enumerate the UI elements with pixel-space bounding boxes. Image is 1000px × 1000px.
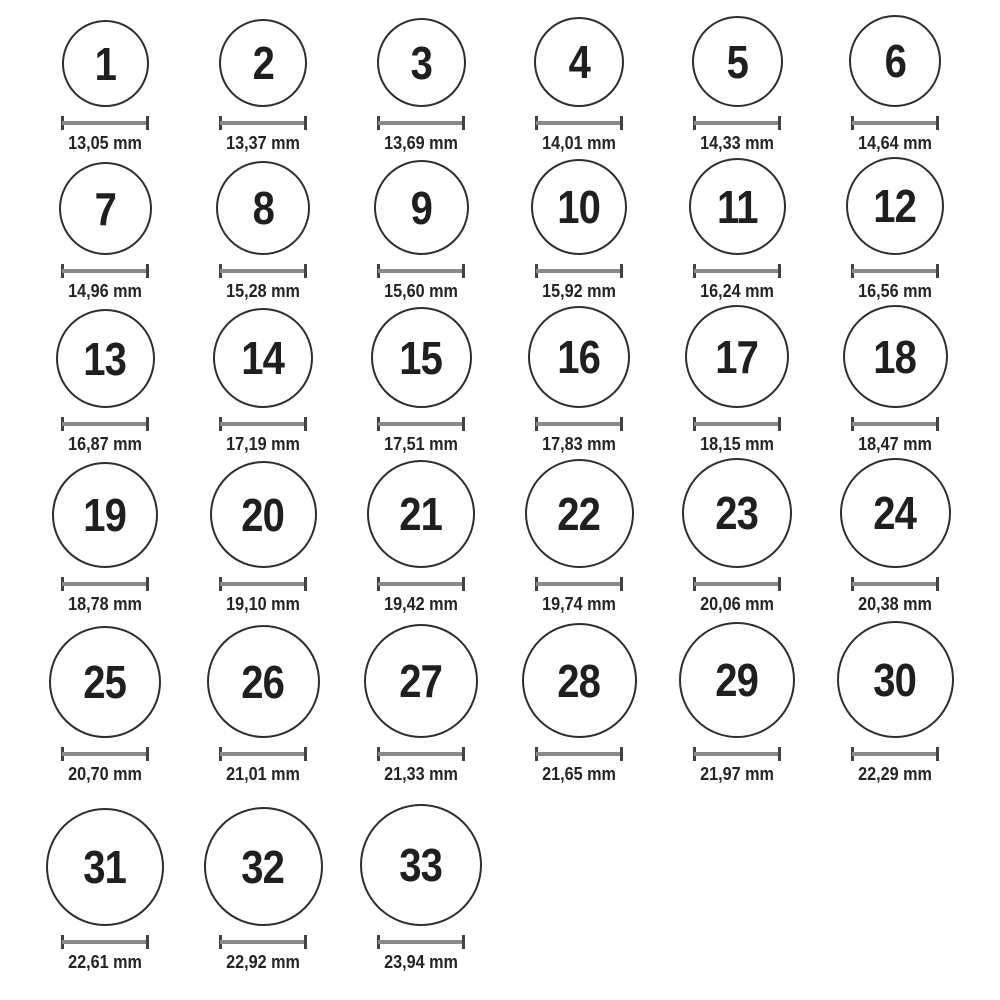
diameter-label: 15,28 mm	[226, 281, 300, 301]
diameter-measure-bar	[61, 264, 149, 278]
measure-right-tick	[778, 264, 781, 278]
measure-right-tick	[936, 264, 939, 278]
measure-right-tick	[620, 417, 623, 431]
size-circle	[679, 622, 795, 738]
diameter-measure-bar	[535, 417, 623, 431]
size-number: 7	[94, 182, 116, 235]
diameter-label: 14,64 mm	[858, 133, 932, 153]
diameter-measure-bar	[693, 747, 781, 761]
diameter-measure-bar	[377, 116, 465, 130]
ring-size-item	[26, 618, 184, 788]
measure-right-tick	[146, 264, 149, 278]
size-circle	[371, 307, 472, 408]
diameter-label: 20,06 mm	[700, 594, 774, 614]
diameter-measure-bar	[693, 116, 781, 130]
ring-size-item	[26, 788, 184, 976]
diameter-measure-bar	[61, 577, 149, 591]
ring-size-item	[342, 788, 500, 976]
size-number: 11	[716, 180, 758, 233]
measure-line	[378, 422, 464, 426]
measure-right-tick	[146, 577, 149, 591]
diameter-label: 15,60 mm	[384, 281, 458, 301]
measure-right-tick	[146, 747, 149, 761]
ring-size-item	[500, 0, 658, 157]
measure-line	[220, 752, 306, 756]
size-circle	[207, 625, 320, 738]
size-number: 6	[884, 35, 906, 87]
size-number: 19	[83, 489, 127, 541]
diameter-label: 21,65 mm	[542, 764, 616, 784]
diameter-measure-bar	[851, 417, 939, 431]
diameter-label: 13,69 mm	[384, 133, 458, 153]
ring-size-item	[816, 618, 974, 788]
size-number: 27	[399, 655, 443, 707]
ring-size-item	[658, 157, 816, 305]
measure-right-tick	[462, 116, 465, 130]
diameter-measure-bar	[377, 747, 465, 761]
ring-size-item	[342, 618, 500, 788]
size-circle	[46, 808, 164, 926]
size-circle	[689, 158, 786, 255]
measure-line	[378, 121, 464, 125]
measure-line	[62, 582, 148, 586]
diameter-label: 13,05 mm	[68, 133, 142, 153]
measure-right-tick	[304, 264, 307, 278]
measure-right-tick	[620, 264, 623, 278]
size-number: 23	[715, 487, 759, 539]
diameter-label: 20,70 mm	[68, 764, 142, 784]
measure-right-tick	[304, 935, 307, 949]
diameter-measure-bar	[535, 116, 623, 130]
measure-line	[536, 752, 622, 756]
size-number: 16	[557, 331, 601, 383]
ring-size-item	[658, 458, 816, 618]
measure-line	[62, 422, 148, 426]
measure-right-tick	[304, 417, 307, 431]
ring-size-item	[184, 458, 342, 618]
ring-size-item	[342, 157, 500, 305]
size-circle	[213, 308, 313, 408]
size-circle	[525, 459, 634, 568]
measure-line	[62, 121, 148, 125]
size-number: 3	[410, 36, 432, 89]
size-circle	[843, 305, 948, 408]
size-circle	[534, 17, 624, 107]
diameter-measure-bar	[535, 747, 623, 761]
diameter-measure-bar	[61, 116, 149, 130]
size-circle	[374, 160, 469, 255]
size-number: 2	[252, 37, 274, 89]
diameter-label: 18,78 mm	[68, 594, 142, 614]
diameter-measure-bar	[61, 935, 149, 949]
measure-right-tick	[936, 417, 939, 431]
diameter-label: 18,15 mm	[700, 434, 774, 454]
diameter-label: 13,37 mm	[226, 133, 300, 153]
measure-right-tick	[146, 417, 149, 431]
size-circle	[837, 621, 954, 738]
diameter-measure-bar	[851, 577, 939, 591]
measure-right-tick	[620, 577, 623, 591]
measure-right-tick	[462, 747, 465, 761]
size-circle	[692, 16, 783, 107]
diameter-measure-bar	[219, 935, 307, 949]
size-circle	[682, 458, 792, 568]
measure-line	[536, 269, 622, 273]
size-circle	[49, 626, 161, 738]
measure-right-tick	[936, 116, 939, 130]
diameter-measure-bar	[377, 577, 465, 591]
diameter-label: 21,97 mm	[700, 764, 774, 784]
ring-size-item	[26, 305, 184, 458]
diameter-label: 23,94 mm	[384, 952, 458, 972]
ring-size-item	[816, 157, 974, 305]
diameter-label: 17,19 mm	[226, 434, 300, 454]
size-circle	[210, 461, 317, 568]
diameter-label: 16,56 mm	[858, 281, 932, 301]
measure-line	[220, 940, 306, 944]
measure-right-tick	[620, 747, 623, 761]
ring-size-item	[658, 305, 816, 458]
diameter-measure-bar	[851, 264, 939, 278]
diameter-measure-bar	[219, 747, 307, 761]
ring-size-item	[658, 618, 816, 788]
ring-size-item	[658, 0, 816, 157]
size-circle	[531, 159, 627, 255]
size-circle	[849, 15, 941, 107]
measure-line	[378, 752, 464, 756]
ring-size-item	[816, 0, 974, 157]
diameter-measure-bar	[219, 577, 307, 591]
diameter-label: 14,96 mm	[68, 281, 142, 301]
diameter-label: 14,01 mm	[542, 133, 616, 153]
diameter-measure-bar	[693, 577, 781, 591]
measure-line	[220, 269, 306, 273]
measure-line	[220, 422, 306, 426]
size-number: 1	[94, 37, 116, 90]
size-number: 5	[726, 35, 748, 88]
size-circle	[685, 305, 789, 408]
measure-line	[220, 582, 306, 586]
ring-size-item	[26, 458, 184, 618]
size-circle	[528, 306, 630, 408]
size-number: 14	[241, 332, 285, 384]
size-circle	[360, 804, 482, 926]
size-circle	[364, 624, 478, 738]
size-number: 15	[399, 331, 443, 384]
diameter-label: 17,83 mm	[542, 434, 616, 454]
diameter-measure-bar	[535, 264, 623, 278]
ring-size-item	[26, 157, 184, 305]
ring-size-item	[184, 305, 342, 458]
measure-line	[852, 121, 938, 125]
measure-line	[852, 582, 938, 586]
ring-size-item	[26, 0, 184, 157]
diameter-label: 19,10 mm	[226, 594, 300, 614]
ring-size-item	[816, 458, 974, 618]
diameter-label: 22,29 mm	[858, 764, 932, 784]
measure-line	[378, 269, 464, 273]
diameter-measure-bar	[693, 264, 781, 278]
measure-right-tick	[146, 935, 149, 949]
measure-line	[62, 269, 148, 273]
diameter-label: 22,61 mm	[68, 952, 142, 972]
diameter-measure-bar	[377, 935, 465, 949]
size-circle	[59, 162, 152, 255]
measure-line	[536, 121, 622, 125]
size-number: 26	[241, 655, 285, 708]
diameter-measure-bar	[61, 747, 149, 761]
size-circle	[377, 18, 466, 107]
measure-right-tick	[778, 417, 781, 431]
measure-line	[852, 422, 938, 426]
ring-size-item	[342, 458, 500, 618]
measure-right-tick	[304, 116, 307, 130]
measure-line	[536, 582, 622, 586]
diameter-label: 22,92 mm	[226, 952, 300, 972]
measure-line	[694, 121, 780, 125]
diameter-label: 19,42 mm	[384, 594, 458, 614]
diameter-label: 17,51 mm	[384, 434, 458, 454]
size-circle	[62, 20, 149, 107]
ring-size-item	[816, 305, 974, 458]
ring-size-item	[184, 618, 342, 788]
diameter-label: 16,24 mm	[700, 281, 774, 301]
size-number: 21	[399, 488, 443, 540]
ring-size-item	[500, 458, 658, 618]
size-circle	[52, 462, 158, 568]
diameter-measure-bar	[851, 747, 939, 761]
measure-line	[378, 582, 464, 586]
measure-line	[852, 752, 938, 756]
size-number: 10	[557, 181, 601, 233]
size-number: 8	[252, 182, 274, 234]
size-number: 9	[410, 181, 432, 234]
diameter-measure-bar	[219, 417, 307, 431]
measure-line	[694, 422, 780, 426]
measure-line	[62, 940, 148, 944]
measure-right-tick	[462, 935, 465, 949]
measure-line	[62, 752, 148, 756]
diameter-label: 16,87 mm	[68, 434, 142, 454]
measure-line	[694, 269, 780, 273]
measure-line	[694, 752, 780, 756]
ring-size-item	[342, 0, 500, 157]
measure-line	[852, 269, 938, 273]
measure-right-tick	[304, 747, 307, 761]
diameter-measure-bar	[535, 577, 623, 591]
diameter-measure-bar	[693, 417, 781, 431]
measure-line	[694, 582, 780, 586]
size-number: 28	[557, 654, 601, 707]
measure-right-tick	[936, 577, 939, 591]
size-number: 12	[873, 180, 917, 232]
ring-size-item	[184, 788, 342, 976]
ring-size-item	[500, 618, 658, 788]
measure-line	[536, 422, 622, 426]
size-number: 18	[873, 330, 917, 383]
measure-right-tick	[620, 116, 623, 130]
diameter-label: 21,01 mm	[226, 764, 300, 784]
size-circle	[216, 161, 310, 255]
ring-size-item	[500, 305, 658, 458]
size-number: 17	[715, 330, 759, 383]
size-circle	[56, 309, 155, 408]
diameter-measure-bar	[377, 417, 465, 431]
size-number: 13	[83, 332, 127, 385]
size-number: 30	[873, 653, 917, 706]
measure-right-tick	[462, 264, 465, 278]
size-number: 32	[241, 840, 285, 893]
size-number: 24	[873, 487, 917, 540]
measure-right-tick	[462, 417, 465, 431]
diameter-label: 19,74 mm	[542, 594, 616, 614]
size-number: 25	[83, 656, 127, 708]
diameter-measure-bar	[219, 116, 307, 130]
diameter-measure-bar	[851, 116, 939, 130]
diameter-measure-bar	[61, 417, 149, 431]
size-circle	[219, 19, 307, 107]
size-number: 29	[715, 654, 759, 706]
diameter-label: 18,47 mm	[858, 434, 932, 454]
ring-size-item	[342, 305, 500, 458]
ring-size-item	[500, 157, 658, 305]
size-number: 33	[399, 839, 443, 891]
size-circle	[522, 623, 637, 738]
measure-right-tick	[936, 747, 939, 761]
measure-right-tick	[778, 577, 781, 591]
diameter-measure-bar	[219, 264, 307, 278]
size-circle	[840, 458, 951, 568]
measure-right-tick	[462, 577, 465, 591]
measure-right-tick	[146, 116, 149, 130]
diameter-measure-bar	[377, 264, 465, 278]
measure-line	[378, 940, 464, 944]
size-circle	[367, 460, 475, 568]
measure-line	[220, 121, 306, 125]
size-number: 4	[568, 36, 590, 88]
size-number: 31	[83, 841, 127, 893]
diameter-label: 21,33 mm	[384, 764, 458, 784]
ring-size-item	[184, 0, 342, 157]
ring-size-item	[184, 157, 342, 305]
diameter-label: 14,33 mm	[700, 133, 774, 153]
size-number: 22	[557, 487, 601, 540]
size-circle	[204, 807, 323, 926]
measure-right-tick	[304, 577, 307, 591]
size-number: 20	[241, 488, 285, 541]
size-circle	[846, 157, 944, 255]
measure-right-tick	[778, 116, 781, 130]
measure-right-tick	[778, 747, 781, 761]
diameter-label: 20,38 mm	[858, 594, 932, 614]
diameter-label: 15,92 mm	[542, 281, 616, 301]
